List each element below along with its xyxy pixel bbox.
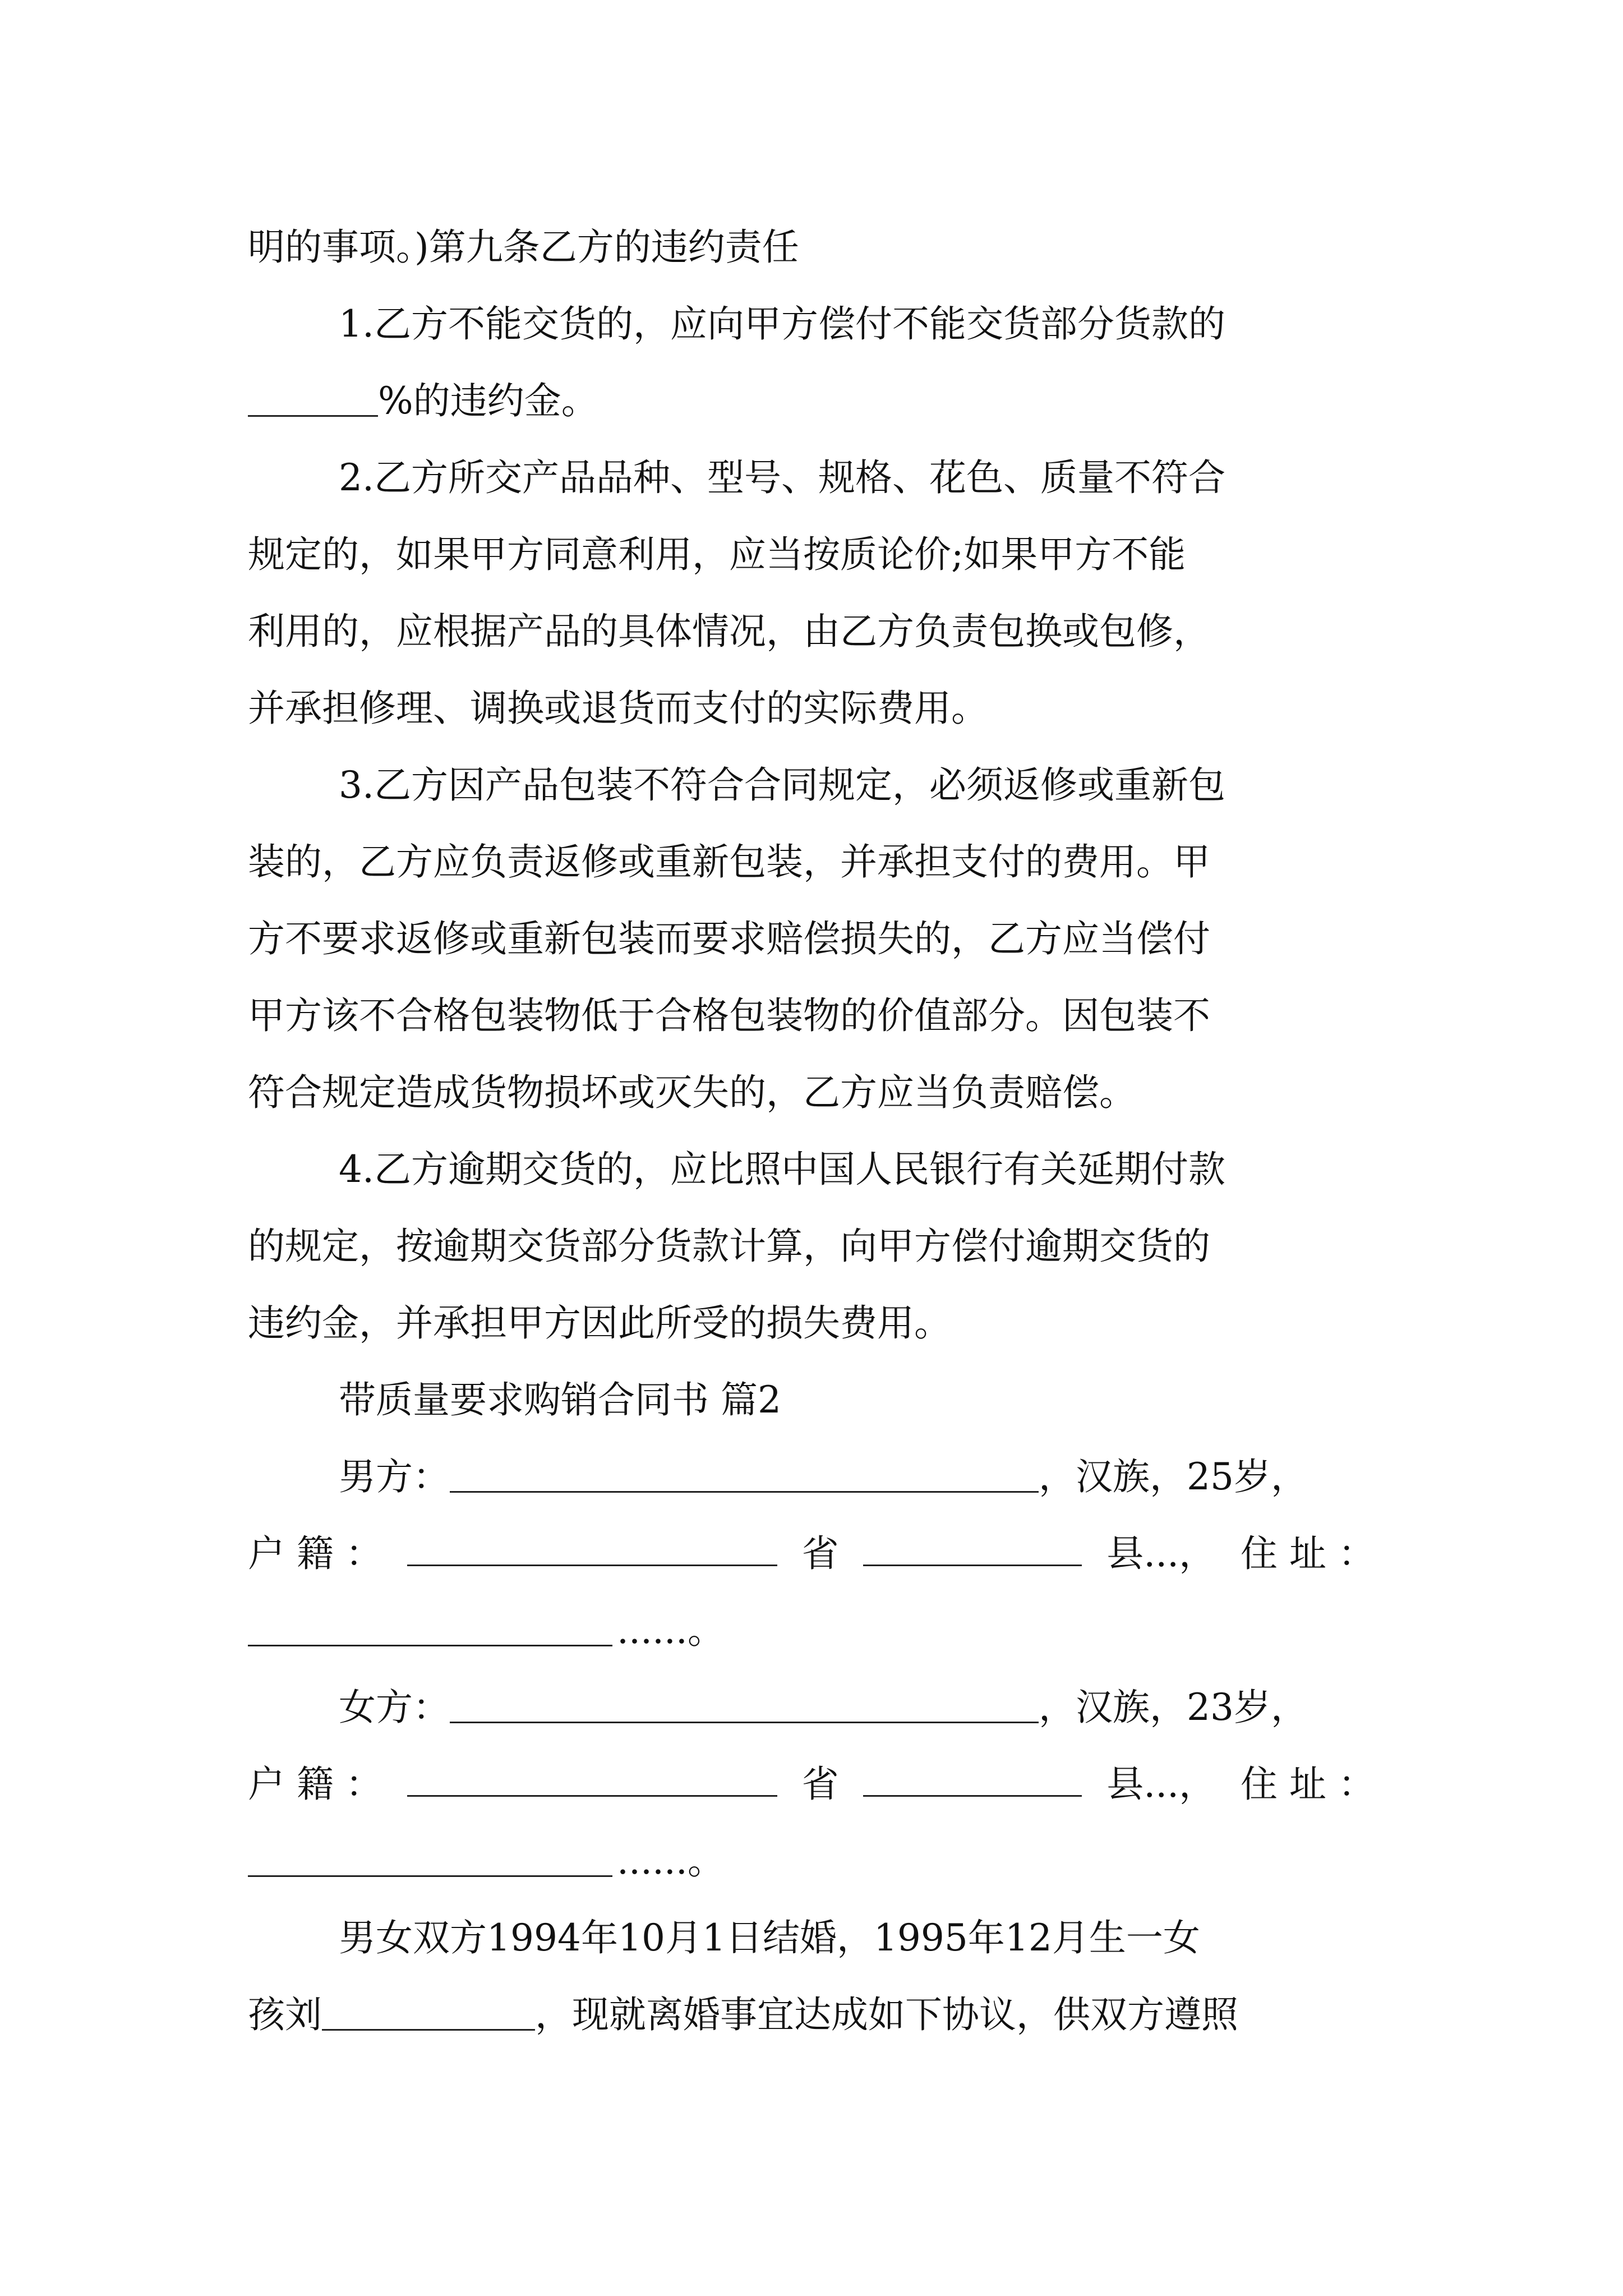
blank-underline xyxy=(248,386,378,417)
woman-label: 女方： xyxy=(339,1686,450,1729)
text-line: 甲方该不合格包装物低于合格包装物的价值部分。因包装不 xyxy=(248,994,1210,1037)
blank-underline xyxy=(248,1616,612,1646)
blank-underline xyxy=(248,1846,612,1877)
dots: ......。 xyxy=(617,1609,725,1652)
text-line: 方不要求返修或重新包装而要求赔偿损失的，乙方应当偿付 xyxy=(248,917,1210,960)
huji-label: 户 籍 ： xyxy=(248,1763,382,1806)
blank-underline xyxy=(450,1692,1039,1723)
blank-underline xyxy=(863,1766,1082,1797)
text-line: 违约金，并承担甲方因此所受的损失费用。 xyxy=(248,1301,951,1345)
text-line: 2.乙方所交产品品种、型号、规格、花色、质量不符合 xyxy=(339,456,1225,499)
huji-line xyxy=(248,1515,1375,1592)
text-line: 规定的，如果甲方同意利用，应当按质论价;如果甲方不能 xyxy=(248,533,1186,576)
zhuzhi-label: 住 址 ： xyxy=(1240,1532,1375,1575)
text-line: 明的事项。)第九条乙方的违约责任 xyxy=(248,226,799,269)
huji-line xyxy=(248,1746,1375,1823)
sheng-label: 省 xyxy=(801,1763,839,1806)
blank-underline xyxy=(863,1535,1082,1566)
man-suffix: ，汉族，25岁， xyxy=(1039,1455,1308,1498)
blank-underline xyxy=(407,1766,777,1797)
dots: ......。 xyxy=(617,1839,725,1883)
man-label: 男方： xyxy=(339,1455,450,1498)
address-line xyxy=(248,1823,1375,1899)
zhuzhi-label: 住 址 ： xyxy=(1240,1763,1375,1806)
xian-label: 县...， xyxy=(1106,1532,1216,1575)
document-page xyxy=(248,209,1375,2053)
text-line: 3.乙方因产品包装不符合合同规定，必须返修或重新包 xyxy=(339,763,1225,807)
text-line: 1.乙方不能交货的，应向甲方偿付不能交货部分货款的 xyxy=(339,302,1225,346)
xian-label: 县...， xyxy=(1106,1763,1216,1806)
sheng-label: 省 xyxy=(801,1532,839,1575)
text-line: 的规定，按逾期交货部分货款计算，向甲方偿付逾期交货的 xyxy=(248,1225,1210,1268)
text-line: 并承担修理、调换或退货而支付的实际费用。 xyxy=(248,687,988,730)
blank-underline xyxy=(407,1535,777,1566)
section-heading: 带质量要求购销合同书 篇2 xyxy=(339,1378,781,1421)
text-segment: ，现就离婚事宜达成如下协议，供双方遵照 xyxy=(535,1993,1238,2036)
blank-underline xyxy=(450,1462,1039,1493)
text-line: 利用的，应根据产品的具体情况，由乙方负责包换或包修， xyxy=(248,610,1210,653)
man-line xyxy=(248,1438,1375,1515)
text-line: 4.乙方逾期交货的，应比照中国人民银行有关延期付款 xyxy=(339,1148,1225,1191)
text-line: 符合规定造成货物损坏或灭失的，乙方应当负责赔偿。 xyxy=(248,1071,1136,1114)
text-segment: %的违约金。 xyxy=(378,379,598,422)
text-line: 装的，乙方应负责返修或重新包装，并承担支付的费用。甲 xyxy=(248,840,1210,884)
woman-line xyxy=(248,1669,1375,1746)
blank-underline xyxy=(322,2000,535,2031)
huji-label: 户 籍 ： xyxy=(248,1532,382,1575)
text-line: 男女双方1994年10月1日结婚，1995年12月生一女 xyxy=(339,1916,1200,1959)
address-line xyxy=(248,1592,1375,1669)
woman-suffix: ，汉族，23岁， xyxy=(1039,1686,1308,1729)
text-line-blank xyxy=(248,362,1375,439)
text-segment: 孩刘 xyxy=(248,1993,322,2036)
text-line-blank xyxy=(248,1976,1375,2053)
